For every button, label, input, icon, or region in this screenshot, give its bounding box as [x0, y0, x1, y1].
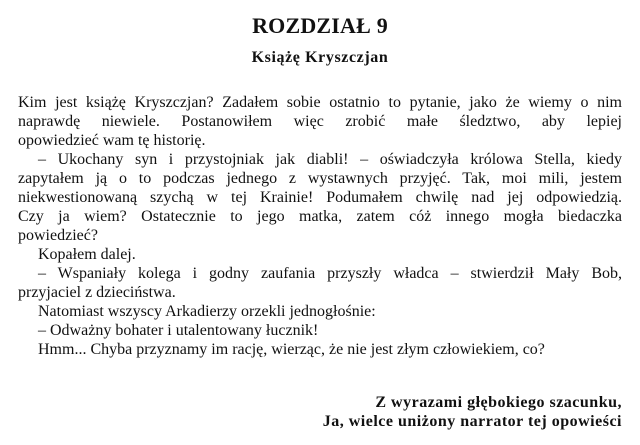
text-line: powiedzieć?: [18, 227, 98, 244]
text-line: opowiedzieć wam tę historię.: [18, 132, 206, 149]
chapter-subtitle: Książę Kryszczjan: [251, 49, 389, 66]
text-line: Czy ja wiem? Ostatecznie to jego matka, zatem cóż innego mogła biedaczka: [18, 208, 622, 225]
text-line: – Odważny bohater i utalentowany łucznik!: [38, 322, 319, 339]
text-line: zapytałem ją o to podczas jednego z wystawnych przyjęć. Tak, moi mili, jestem: [18, 170, 622, 187]
chapter-title: ROZDZIAŁ 9: [252, 13, 388, 38]
text-line: naprawdę niewiele. Postanowiłem więc zrobić małe śledztwo, aby lepiej: [18, 113, 622, 130]
signoff-signature: Ja, wielce uniżony narrator tej opowieści: [322, 413, 622, 430]
chapter-body: [18, 93, 622, 359]
text-line: Kim jest książę Kryszczjan? Zadałem sobie ostatnio to pytanie, jako że wiemy o nim: [18, 94, 622, 111]
text-line: przyjaciel z dzieciństwa.: [18, 284, 176, 301]
signoff-greeting: Z wyrazami głębokiego szacunku,: [375, 394, 622, 411]
text-line: Natomiast wszyscy Arkadierzy orzekli jednogłośnie:: [38, 303, 376, 320]
text-line: Kopałem dalej.: [38, 246, 136, 263]
signoff: [323, 393, 622, 431]
text-line: – Wspaniały kolega i godny zaufania przyszły władca – stwierdził Mały Bob,: [38, 265, 622, 282]
text-line: Hmm... Chyba przyznamy im rację, wierząc, że nie jest złym człowiekiem, co?: [38, 341, 545, 358]
text-line: – Ukochany syn i przystojniak jak diabli! – oświadczyła królowa Stella, kiedy: [38, 151, 622, 168]
text-line: niekwestionowaną szychą w tej Krainie! Podumałem chwilę nad jej odpowiedzią.: [18, 189, 622, 206]
